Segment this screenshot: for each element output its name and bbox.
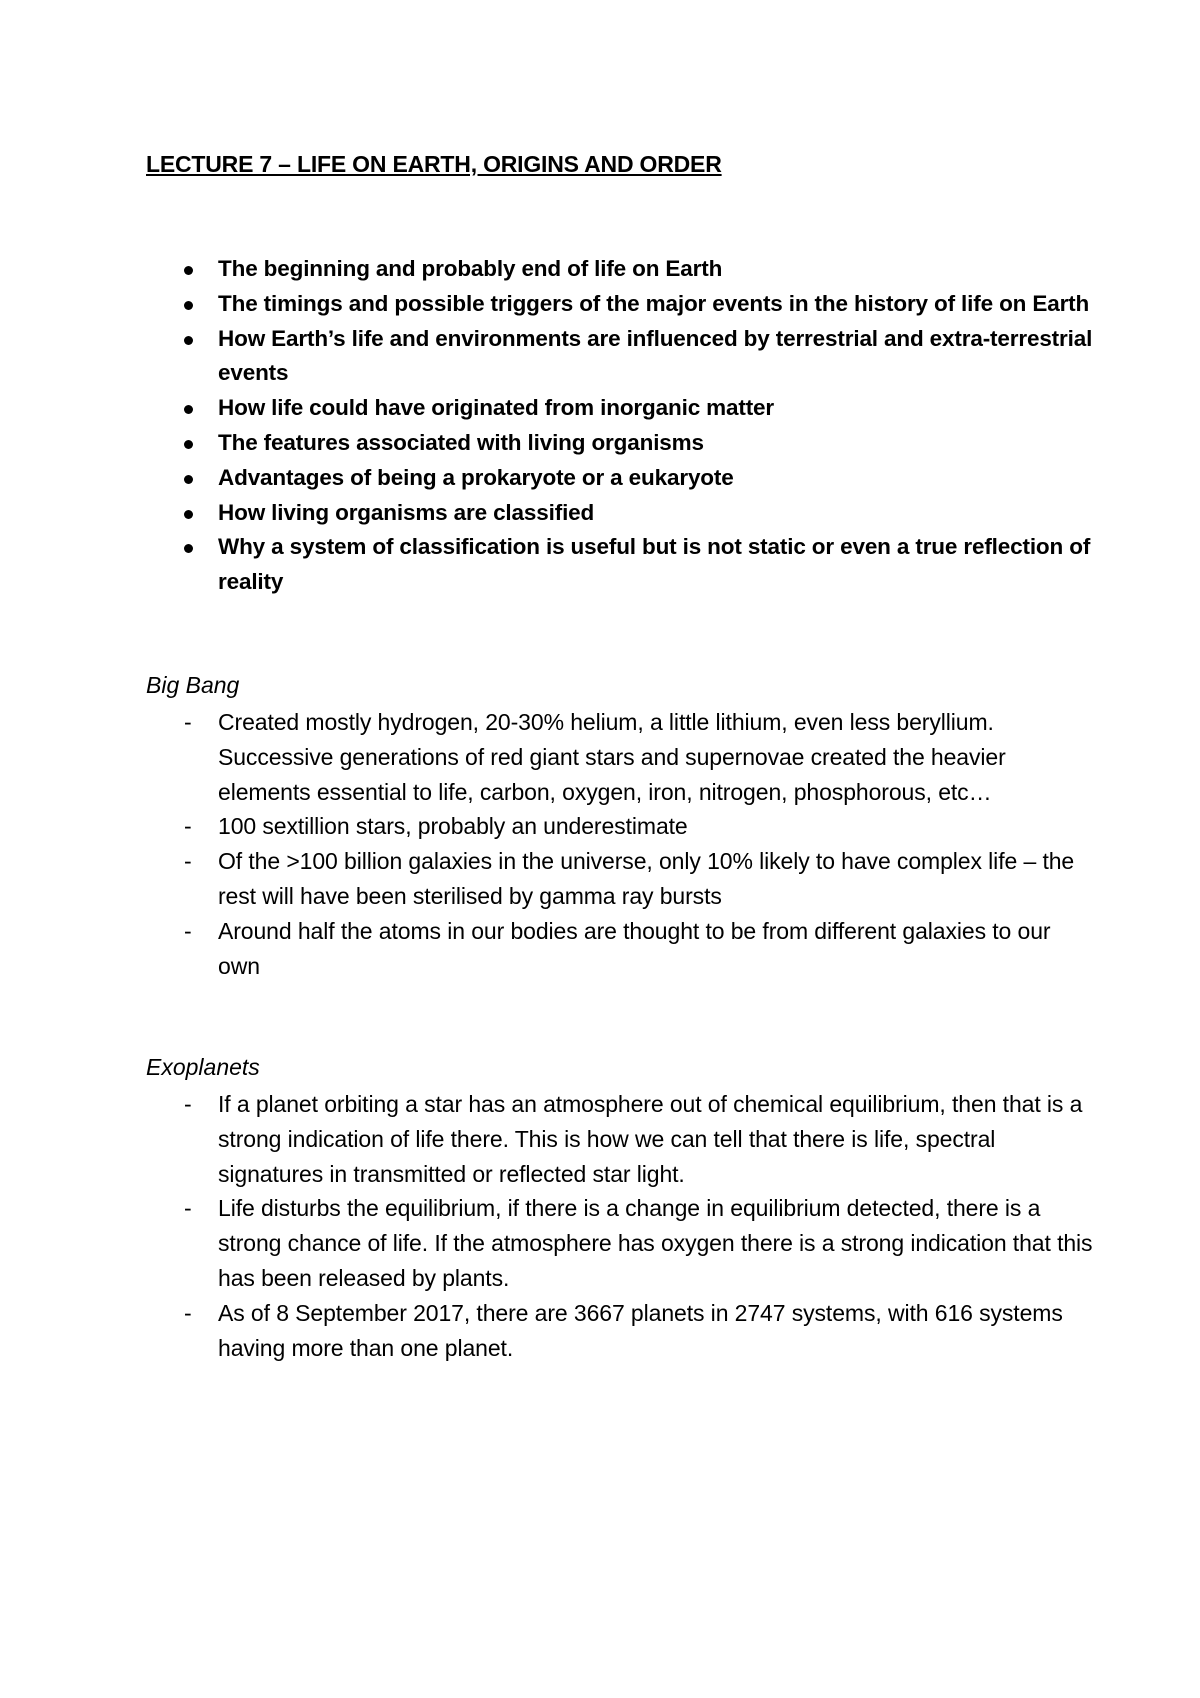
objective-text: The timings and possible triggers of the major events in the history of life on Earth: [218, 290, 1090, 316]
dash-icon: -: [184, 1091, 192, 1117]
objective-item: [146, 530, 1096, 600]
list-item-text: As of 8 September 2017, there are 3667 planets in 2747 systems, with 616 systems having more than one planet.: [218, 1299, 1063, 1361]
list-item: [146, 1296, 1096, 1366]
section-heading-exoplanets: Exoplanets: [146, 1054, 260, 1080]
objective-text: How life could have originated from inorganic matter: [218, 395, 775, 421]
list-item-text: Life disturbs the equilibrium, if there is a change in equilibrium detected, there is a strong chance of life. If the atmosphere has oxygen there is a strong indication that this has been released by plants.: [218, 1195, 1093, 1291]
list-item: [146, 1191, 1096, 1295]
bullet-icon: [184, 544, 193, 553]
list-item-text: 100 sextillion stars, probably an underestimate: [218, 813, 688, 840]
objective-item: [146, 322, 1096, 392]
exoplanets-list: [146, 1087, 1096, 1365]
page-title: LECTURE 7 – LIFE ON EARTH, ORIGINS AND ORDER: [146, 151, 722, 177]
objective-item: [146, 391, 1096, 426]
list-item-text: Around half the atoms in our bodies are thought to be from different galaxies to our own: [218, 917, 1051, 979]
dash-icon: -: [184, 1195, 192, 1222]
objective-text: How living organisms are classified: [218, 499, 595, 525]
objective-item: [146, 287, 1096, 322]
dash-icon: -: [184, 709, 192, 735]
bullet-icon: [184, 405, 193, 414]
dash-icon: -: [184, 1299, 192, 1326]
list-item-text: Of the >100 billion galaxies in the universe, only 10% likely to have complex life – the rest will have been sterilised by gamma ray bursts: [218, 848, 1075, 909]
big-bang-list: [146, 705, 1096, 983]
section-heading-big-bang: Big Bang: [146, 672, 240, 698]
objective-item: [146, 426, 1096, 461]
objective-text: The features associated with living organisms: [218, 429, 704, 455]
objectives-list: [146, 252, 1096, 600]
objective-item: [146, 461, 1096, 496]
dash-icon: -: [184, 917, 192, 944]
bullet-icon: [184, 510, 193, 519]
list-item: [146, 705, 1096, 809]
objective-item: [146, 496, 1096, 531]
objective-text: The beginning and probably end of life on Earth: [218, 256, 723, 281]
bullet-icon: [184, 440, 193, 449]
list-item: [146, 809, 1096, 844]
objective-text: Advantages of being a prokaryote or a eukaryote: [218, 464, 734, 490]
list-item: [146, 844, 1096, 914]
bullet-icon: [184, 475, 193, 484]
objective-text: Why a system of classification is useful but is not static or even a true reflection of reality: [218, 534, 1091, 595]
dash-icon: -: [184, 813, 192, 840]
dash-icon: -: [184, 848, 192, 875]
bullet-icon: [184, 301, 193, 310]
bullet-icon: [184, 266, 193, 275]
list-item: [146, 1087, 1096, 1191]
list-item: [146, 914, 1096, 984]
objective-text: How Earth’s life and environments are influenced by terrestrial and extra-terrestrial events: [218, 325, 1093, 386]
list-item-text: Created mostly hydrogen, 20-30% helium, a little lithium, even less beryllium. Successive generations of red giant stars and supernovae created the heavier elements essential to life, carbon, oxygen, iron, nitrogen, phosphorous, etc…: [218, 709, 1006, 805]
bullet-icon: [184, 336, 193, 345]
objective-item: [146, 252, 1096, 287]
list-item-text: If a planet orbiting a star has an atmosphere out of chemical equilibrium, then that is a strong indication of life there. This is how we can tell that there is life, spectral signatures in transmitted or reflected star light.: [218, 1091, 1083, 1187]
